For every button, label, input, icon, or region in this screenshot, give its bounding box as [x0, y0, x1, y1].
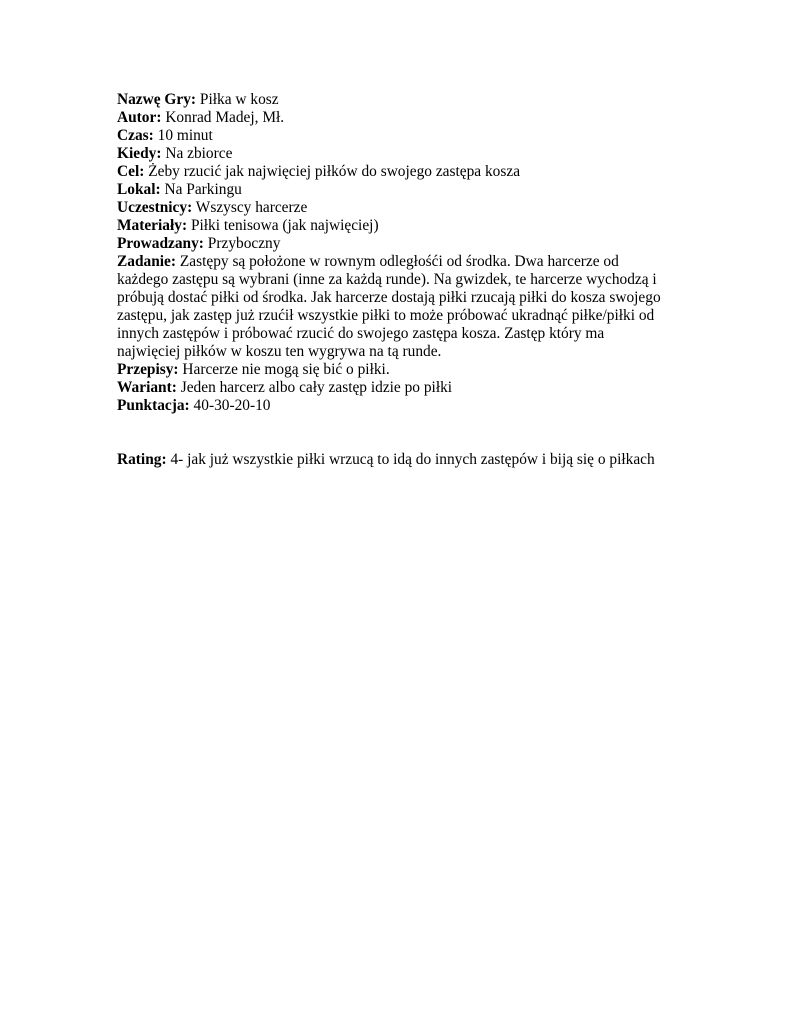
field-value: Na Parkingu — [164, 181, 242, 198]
field-label: Przepisy: — [117, 361, 179, 378]
field-label: Cel: — [117, 163, 145, 180]
field-value: Jeden harcerz albo cały zastęp idzie po piłki — [180, 379, 453, 396]
field-task — [117, 253, 665, 361]
field-label: Materiały: — [117, 217, 188, 234]
field-when — [117, 145, 677, 163]
field-value: 10 minut — [157, 127, 213, 144]
field-label: Zadanie: — [117, 253, 177, 270]
field-location — [117, 181, 677, 199]
field-value: 4- jak już wszystkie piłki wrzucą to idą do innych zastępów i biją się o piłkach — [170, 451, 655, 468]
field-label: Uczestnicy: — [117, 199, 193, 216]
field-label: Nazwę Gry: — [117, 91, 197, 108]
field-value: Piłki tenisowa (jak najwięciej) — [190, 217, 379, 234]
field-time — [117, 127, 677, 145]
field-label: Czas: — [117, 127, 154, 144]
field-label: Punktacja: — [117, 397, 190, 414]
field-label: Kiedy: — [117, 145, 162, 162]
field-value: 40-30-20-10 — [193, 397, 271, 414]
field-value: Wszyscy harcerze — [195, 199, 308, 216]
field-label: Autor: — [117, 109, 162, 126]
field-value: Zastępy są położone w rownym odległośći od środka. Dwa harcerze od każdego zastępu są wybrani (inne za każdą runde). Na gwizdek, te harcerze wychodzą i próbują dostać piłki od środka. Jak harcerze dostają piłki rzucają piłki do kosza swojego zastępu, jak zastęp już rzućił wszystkie piłki to może próbować ukradnąć piłke/piłki od innych zastępów i próbować rzucić do swojego zastępa kosza. Zastęp który ma najwięciej piłków w koszu ten wygrywa na tą runde. — [117, 253, 661, 360]
field-rating — [117, 451, 677, 469]
field-value: Przyboczny — [207, 235, 281, 252]
field-label: Wariant: — [117, 379, 177, 396]
field-scoring — [117, 397, 677, 415]
field-rules — [117, 361, 677, 379]
field-value: Piłka w kosz — [199, 91, 279, 108]
field-variant — [117, 379, 677, 397]
field-value: Na zbiorce — [165, 145, 233, 162]
field-goal — [117, 163, 677, 181]
field-label: Prowadzany: — [117, 235, 204, 252]
field-materials — [117, 217, 677, 235]
blank-space — [117, 415, 677, 451]
field-value: Żeby rzucić jak najwięciej piłków do swojego zastępa kosza — [148, 163, 521, 180]
field-value: Harcerze nie mogą się bić o piłki. — [182, 361, 390, 378]
field-label: Lokal: — [117, 181, 161, 198]
field-participants — [117, 199, 677, 217]
field-label: Rating: — [117, 451, 167, 468]
field-value: Konrad Madej, Mł. — [165, 109, 285, 126]
game-description — [117, 91, 677, 469]
field-game-name — [117, 91, 677, 109]
field-led-by — [117, 235, 677, 253]
field-author — [117, 109, 677, 127]
